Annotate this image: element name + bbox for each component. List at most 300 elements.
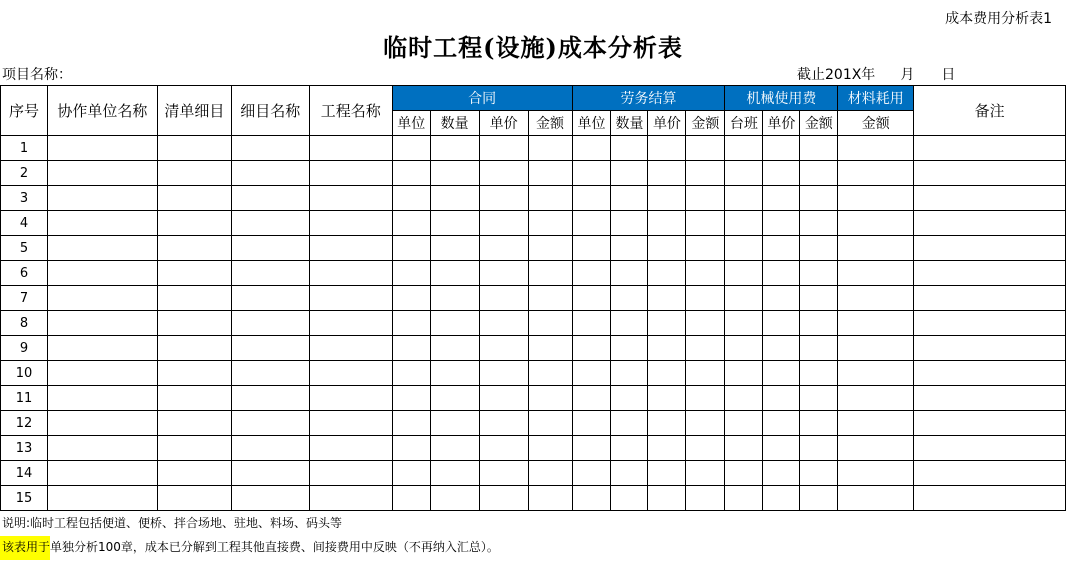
table-cell[interactable] [392, 311, 430, 336]
table-cell[interactable] [800, 211, 838, 236]
table-cell[interactable] [914, 161, 1066, 186]
table-cell[interactable] [430, 236, 479, 261]
table-cell[interactable] [157, 411, 231, 436]
table-cell[interactable] [686, 486, 725, 511]
header-item-name: 细目名称 [231, 86, 309, 136]
table-cell[interactable] [914, 236, 1066, 261]
table-cell[interactable] [47, 261, 157, 286]
table-cell[interactable] [686, 411, 725, 436]
table-cell[interactable] [47, 361, 157, 386]
table-cell[interactable] [47, 486, 157, 511]
table-cell[interactable] [430, 311, 479, 336]
table-cell[interactable] [309, 486, 392, 511]
table-cell[interactable] [479, 436, 528, 461]
table-cell[interactable] [572, 411, 611, 436]
table-cell[interactable] [231, 336, 309, 361]
table-cell[interactable] [309, 436, 392, 461]
table-cell[interactable] [725, 211, 763, 236]
table-cell[interactable] [528, 336, 572, 361]
table-cell[interactable] [611, 211, 648, 236]
table-cell[interactable] [611, 361, 648, 386]
header-labor: 劳务结算 [572, 86, 725, 111]
table-cell[interactable] [800, 286, 838, 311]
table-cell[interactable] [572, 186, 611, 211]
table-cell[interactable] [157, 211, 231, 236]
table-cell[interactable] [800, 461, 838, 486]
table-cell[interactable] [392, 211, 430, 236]
row-number: 10 [1, 361, 48, 386]
table-cell[interactable] [763, 186, 800, 211]
table-cell[interactable] [231, 486, 309, 511]
table-cell[interactable] [725, 461, 763, 486]
table-cell[interactable] [309, 336, 392, 361]
table-cell[interactable] [611, 261, 648, 286]
table-cell[interactable] [838, 386, 914, 411]
table-cell[interactable] [648, 361, 686, 386]
table-cell[interactable] [528, 136, 572, 161]
table-cell[interactable] [725, 186, 763, 211]
table-cell[interactable] [914, 461, 1066, 486]
table-cell[interactable] [479, 161, 528, 186]
table-cell[interactable] [157, 436, 231, 461]
table-cell[interactable] [430, 486, 479, 511]
table-cell[interactable] [763, 286, 800, 311]
table-cell[interactable] [309, 136, 392, 161]
table-cell[interactable] [763, 236, 800, 261]
table-cell[interactable] [231, 186, 309, 211]
table-cell[interactable] [800, 411, 838, 436]
table-cell[interactable] [648, 261, 686, 286]
table-cell[interactable] [430, 336, 479, 361]
table-cell[interactable] [430, 461, 479, 486]
table-cell[interactable] [479, 311, 528, 336]
table-cell[interactable] [392, 486, 430, 511]
table-cell[interactable] [231, 386, 309, 411]
table-cell[interactable] [309, 236, 392, 261]
table-cell[interactable] [914, 361, 1066, 386]
table-cell[interactable] [430, 186, 479, 211]
table-cell[interactable] [157, 311, 231, 336]
table-cell[interactable] [611, 236, 648, 261]
table-cell[interactable] [763, 461, 800, 486]
table-cell[interactable] [309, 411, 392, 436]
row-number: 3 [1, 186, 48, 211]
table-cell[interactable] [838, 286, 914, 311]
table-cell[interactable] [838, 361, 914, 386]
table-cell[interactable] [528, 236, 572, 261]
table-body [1, 136, 1066, 511]
table-cell[interactable] [725, 411, 763, 436]
header-material: 材料耗用 [838, 86, 914, 111]
table-cell[interactable] [309, 311, 392, 336]
subheader-labor-price: 单价 [648, 111, 686, 136]
table-cell[interactable] [479, 261, 528, 286]
table-cell[interactable] [309, 186, 392, 211]
table-cell[interactable] [47, 336, 157, 361]
table-cell[interactable] [800, 161, 838, 186]
table-cell[interactable] [157, 461, 231, 486]
table-cell[interactable] [648, 486, 686, 511]
row-number: 9 [1, 336, 48, 361]
table-cell[interactable] [430, 386, 479, 411]
table-cell[interactable] [686, 136, 725, 161]
subheader-contract-qty: 数量 [430, 111, 479, 136]
table-cell[interactable] [648, 311, 686, 336]
table-cell[interactable] [611, 286, 648, 311]
table-cell[interactable] [47, 136, 157, 161]
table-cell[interactable] [479, 211, 528, 236]
table-cell[interactable] [763, 486, 800, 511]
table-cell[interactable] [392, 436, 430, 461]
table-cell[interactable] [572, 286, 611, 311]
table-cell[interactable] [528, 211, 572, 236]
table-cell[interactable] [157, 386, 231, 411]
table-cell[interactable] [528, 186, 572, 211]
table-cell[interactable] [648, 286, 686, 311]
table-cell[interactable] [914, 336, 1066, 361]
table-cell[interactable] [430, 261, 479, 286]
table-cell[interactable] [572, 261, 611, 286]
note-usage [0, 538, 499, 555]
table-cell[interactable] [763, 436, 800, 461]
table-cell[interactable] [800, 386, 838, 411]
table-cell[interactable] [231, 311, 309, 336]
table-cell[interactable] [309, 161, 392, 186]
table-cell[interactable] [157, 261, 231, 286]
table-cell[interactable] [392, 386, 430, 411]
header-machinery: 机械使用费 [725, 86, 838, 111]
table-cell[interactable] [800, 311, 838, 336]
table-cell[interactable] [686, 286, 725, 311]
header-remarks: 备注 [914, 86, 1066, 136]
table-cell[interactable] [838, 161, 914, 186]
table-cell[interactable] [231, 236, 309, 261]
table-cell[interactable] [430, 411, 479, 436]
table-cell[interactable] [838, 486, 914, 511]
table-cell[interactable] [309, 461, 392, 486]
subheader-contract-price: 单价 [479, 111, 528, 136]
table-cell[interactable] [648, 336, 686, 361]
subheader-labor-amount: 金额 [686, 111, 725, 136]
table-cell[interactable] [800, 336, 838, 361]
table-cell[interactable] [725, 236, 763, 261]
table-cell[interactable] [838, 461, 914, 486]
table-cell[interactable] [572, 361, 611, 386]
table-cell[interactable] [725, 436, 763, 461]
table-cell[interactable] [430, 136, 479, 161]
table-cell[interactable] [528, 286, 572, 311]
table-cell[interactable] [157, 336, 231, 361]
table-cell[interactable] [528, 311, 572, 336]
table-cell[interactable] [231, 461, 309, 486]
table-cell[interactable] [528, 261, 572, 286]
table-cell[interactable] [725, 486, 763, 511]
table-cell[interactable] [914, 386, 1066, 411]
table-cell[interactable] [914, 486, 1066, 511]
table-cell[interactable] [686, 386, 725, 411]
table-cell[interactable] [763, 361, 800, 386]
table-cell[interactable] [611, 436, 648, 461]
table-cell[interactable] [914, 311, 1066, 336]
table-cell[interactable] [392, 161, 430, 186]
table-cell[interactable] [572, 486, 611, 511]
table-cell[interactable] [572, 311, 611, 336]
table-cell[interactable] [47, 461, 157, 486]
table-cell[interactable] [838, 261, 914, 286]
table-row [1, 361, 1066, 386]
table-cell[interactable] [231, 136, 309, 161]
note-highlight: 该表用于 [0, 536, 50, 560]
table-cell[interactable] [47, 211, 157, 236]
table-cell[interactable] [479, 361, 528, 386]
table-cell[interactable] [800, 436, 838, 461]
table-cell[interactable] [686, 161, 725, 186]
table-cell[interactable] [611, 411, 648, 436]
table-cell[interactable] [914, 286, 1066, 311]
table-cell[interactable] [686, 336, 725, 361]
row-number: 2 [1, 161, 48, 186]
table-cell[interactable] [611, 486, 648, 511]
table-cell[interactable] [725, 161, 763, 186]
table-cell[interactable] [572, 461, 611, 486]
table-cell[interactable] [914, 211, 1066, 236]
as-of-day: 日 [941, 67, 956, 83]
table-cell[interactable] [686, 211, 725, 236]
table-cell[interactable] [763, 311, 800, 336]
subheader-labor-unit: 单位 [572, 111, 611, 136]
table-cell[interactable] [763, 211, 800, 236]
header-partner: 协作单位名称 [47, 86, 157, 136]
table-cell[interactable] [838, 236, 914, 261]
table-cell[interactable] [479, 236, 528, 261]
table-cell[interactable] [725, 136, 763, 161]
table-cell[interactable] [528, 361, 572, 386]
row-number: 7 [1, 286, 48, 311]
row-number: 6 [1, 261, 48, 286]
page-title: 临时工程(设施)成本分析表 [383, 33, 683, 62]
table-cell[interactable] [479, 336, 528, 361]
row-number: 4 [1, 211, 48, 236]
table-cell[interactable] [686, 361, 725, 386]
header-seq: 序号 [1, 86, 48, 136]
table-cell[interactable] [392, 236, 430, 261]
table-cell[interactable] [800, 361, 838, 386]
table-cell[interactable] [572, 211, 611, 236]
note-description: 说明:临时工程包括便道、便桥、拌合场地、驻地、料场、码头等 [2, 516, 343, 530]
table-cell[interactable] [572, 136, 611, 161]
table-cell[interactable] [800, 186, 838, 211]
table-cell[interactable] [430, 361, 479, 386]
table-cell[interactable] [47, 161, 157, 186]
table-cell[interactable] [572, 436, 611, 461]
table-cell[interactable] [648, 136, 686, 161]
table-cell[interactable] [47, 311, 157, 336]
table-cell[interactable] [479, 461, 528, 486]
table-cell[interactable] [725, 386, 763, 411]
table-cell[interactable] [648, 436, 686, 461]
table-cell[interactable] [479, 486, 528, 511]
row-number: 5 [1, 236, 48, 261]
table-row [1, 161, 1066, 186]
row-number: 13 [1, 436, 48, 461]
table-cell[interactable] [392, 136, 430, 161]
table-cell[interactable] [725, 361, 763, 386]
table-cell[interactable] [763, 161, 800, 186]
table-cell[interactable] [914, 186, 1066, 211]
table-cell[interactable] [157, 236, 231, 261]
table-cell[interactable] [430, 286, 479, 311]
table-cell[interactable] [392, 336, 430, 361]
table-cell[interactable] [572, 386, 611, 411]
table-cell[interactable] [528, 436, 572, 461]
subheader-material-amount: 金额 [838, 111, 914, 136]
subheader-machine-amount: 金额 [800, 111, 838, 136]
table-cell[interactable] [800, 136, 838, 161]
table-cell[interactable] [725, 261, 763, 286]
table-cell[interactable] [914, 261, 1066, 286]
table-cell[interactable] [157, 286, 231, 311]
table-cell[interactable] [686, 311, 725, 336]
header-project-name: 工程名称 [309, 86, 392, 136]
table-cell[interactable] [479, 411, 528, 436]
table-cell[interactable] [648, 411, 686, 436]
table-cell[interactable] [838, 136, 914, 161]
table-cell[interactable] [231, 211, 309, 236]
table-cell[interactable] [157, 361, 231, 386]
table-cell[interactable] [231, 286, 309, 311]
row-number: 1 [1, 136, 48, 161]
subheader-contract-amount: 金额 [528, 111, 572, 136]
table-cell[interactable] [686, 261, 725, 286]
table-cell[interactable] [686, 236, 725, 261]
table-cell[interactable] [800, 236, 838, 261]
table-row [1, 311, 1066, 336]
table-cell[interactable] [47, 286, 157, 311]
table-cell[interactable] [648, 236, 686, 261]
table-cell[interactable] [725, 311, 763, 336]
table-cell[interactable] [309, 261, 392, 286]
table-cell[interactable] [648, 386, 686, 411]
table-cell[interactable] [611, 336, 648, 361]
table-cell[interactable] [47, 186, 157, 211]
table-cell[interactable] [231, 411, 309, 436]
table-cell[interactable] [157, 161, 231, 186]
table-cell[interactable] [648, 211, 686, 236]
table-cell[interactable] [648, 461, 686, 486]
row-number: 15 [1, 486, 48, 511]
table-cell[interactable] [611, 136, 648, 161]
table-cell[interactable] [157, 186, 231, 211]
table-cell[interactable] [838, 436, 914, 461]
table-cell[interactable] [528, 411, 572, 436]
table-cell[interactable] [914, 436, 1066, 461]
table-cell[interactable] [763, 411, 800, 436]
subheader-machine-price: 单价 [763, 111, 800, 136]
table-cell[interactable] [47, 236, 157, 261]
table-cell[interactable] [763, 386, 800, 411]
table-cell[interactable] [838, 211, 914, 236]
table-cell[interactable] [479, 186, 528, 211]
table-cell[interactable] [309, 286, 392, 311]
table-cell[interactable] [686, 436, 725, 461]
table-cell[interactable] [800, 261, 838, 286]
table-cell[interactable] [611, 186, 648, 211]
row-number: 8 [1, 311, 48, 336]
table-row [1, 436, 1066, 461]
table-cell[interactable] [528, 461, 572, 486]
table-cell[interactable] [648, 186, 686, 211]
table-cell[interactable] [231, 161, 309, 186]
table-cell[interactable] [611, 311, 648, 336]
table-cell[interactable] [47, 436, 157, 461]
table-cell[interactable] [47, 411, 157, 436]
as-of-month: 月 [900, 67, 915, 83]
table-cell[interactable] [686, 461, 725, 486]
table-cell[interactable] [231, 436, 309, 461]
project-name-label: 项目名称： [2, 67, 72, 83]
subheader-contract-unit: 单位 [392, 111, 430, 136]
table-cell[interactable] [157, 486, 231, 511]
table-cell[interactable] [479, 386, 528, 411]
table-cell[interactable] [648, 161, 686, 186]
table-cell[interactable] [479, 136, 528, 161]
table-cell[interactable] [157, 136, 231, 161]
table-row [1, 286, 1066, 311]
table-cell[interactable] [611, 161, 648, 186]
table-cell[interactable] [231, 361, 309, 386]
table-cell[interactable] [430, 436, 479, 461]
table-cell[interactable] [611, 461, 648, 486]
table-cell[interactable] [838, 336, 914, 361]
table-cell[interactable] [763, 261, 800, 286]
table-cell[interactable] [572, 161, 611, 186]
table-cell[interactable] [528, 161, 572, 186]
table-cell[interactable] [914, 136, 1066, 161]
cost-analysis-table [0, 85, 1066, 511]
table-cell[interactable] [392, 411, 430, 436]
table-cell[interactable] [838, 311, 914, 336]
table-cell[interactable] [528, 386, 572, 411]
table-cell[interactable] [392, 286, 430, 311]
table-cell[interactable] [572, 336, 611, 361]
table-cell[interactable] [838, 411, 914, 436]
table-cell[interactable] [800, 486, 838, 511]
table-cell[interactable] [392, 261, 430, 286]
table-cell[interactable] [572, 236, 611, 261]
table-cell[interactable] [479, 286, 528, 311]
table-cell[interactable] [47, 386, 157, 411]
table-cell[interactable] [528, 486, 572, 511]
table-cell[interactable] [392, 461, 430, 486]
table-cell[interactable] [309, 361, 392, 386]
table-cell[interactable] [392, 186, 430, 211]
table-cell[interactable] [611, 386, 648, 411]
table-cell[interactable] [430, 211, 479, 236]
header-contract: 合同 [392, 86, 572, 111]
table-cell[interactable] [392, 361, 430, 386]
table-cell[interactable] [231, 261, 309, 286]
table-cell[interactable] [914, 411, 1066, 436]
table-cell[interactable] [763, 336, 800, 361]
table-cell[interactable] [763, 136, 800, 161]
table-cell[interactable] [309, 211, 392, 236]
table-cell[interactable] [430, 161, 479, 186]
table-cell[interactable] [725, 286, 763, 311]
table-cell[interactable] [686, 186, 725, 211]
table-cell[interactable] [838, 186, 914, 211]
table-cell[interactable] [725, 336, 763, 361]
table-cell[interactable] [309, 386, 392, 411]
